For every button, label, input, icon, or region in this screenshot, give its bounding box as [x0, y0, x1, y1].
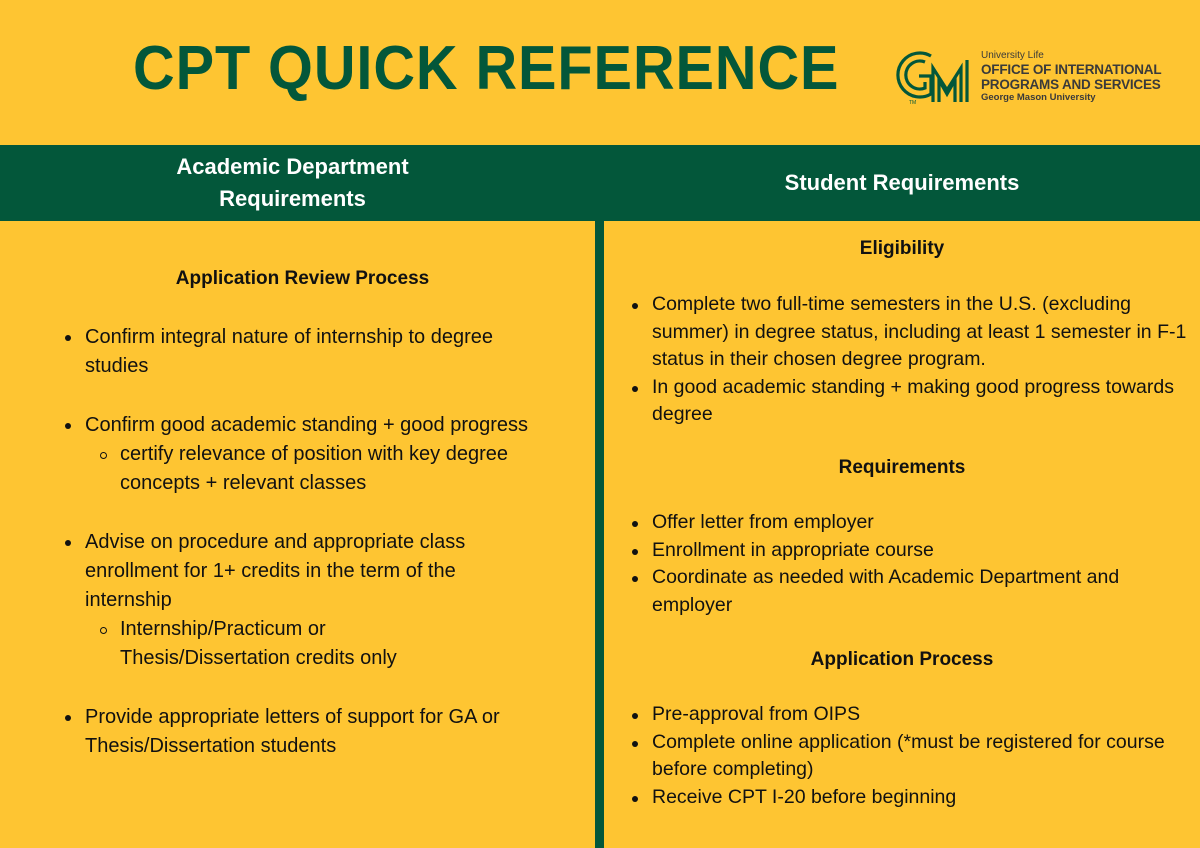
requirements-list — [652, 509, 1192, 619]
logo-subtitle: University Life — [981, 50, 1044, 61]
section-title-application-process: Application Process — [810, 649, 994, 670]
page-title: CPT QUICK REFERENCE — [133, 34, 840, 103]
list-item: Confirm good academic standing + good progress — [85, 411, 535, 440]
section-title-eligibility: Eligibility — [859, 238, 945, 259]
list-item: Complete online application (*must be registered for course before completing) — [652, 729, 1182, 784]
section-title-application-review: Application Review Process — [175, 268, 430, 289]
list-item: Advise on procedure and appropriate class enrollment for 1+ credits in the term of the internship — [85, 528, 535, 615]
column-header-band — [0, 145, 1200, 221]
list-item: Provide appropriate letters of support for GA or Thesis/Dissertation students — [85, 703, 555, 761]
list-item: Coordinate as needed with Academic Department and employer — [652, 564, 1192, 619]
logo-university: George Mason University — [981, 92, 1096, 103]
list-item: Receive CPT I-20 before beginning — [652, 784, 1182, 812]
application-process-list — [652, 701, 1182, 811]
gmu-gm-logo-icon — [895, 44, 975, 106]
section-title-requirements: Requirements — [838, 457, 966, 478]
eligibility-list — [652, 291, 1192, 429]
column-divider — [595, 221, 604, 848]
sub-list-item: certify relevance of position with key degree concepts + relevant classes — [120, 440, 520, 498]
list-item: Enrollment in appropriate course — [652, 537, 1192, 565]
oips-logo — [895, 44, 1185, 106]
application-review-list — [85, 323, 535, 761]
list-item: Confirm integral nature of internship to degree studies — [85, 323, 535, 381]
logo-office-line1: OFFICE OF INTERNATIONAL — [981, 62, 1162, 77]
list-item: Pre-approval from OIPS — [652, 701, 1182, 729]
svg-text:TM: TM — [909, 100, 917, 106]
list-item: In good academic standing + making good progress towards degree — [652, 374, 1192, 429]
sub-list-item: Internship/Practicum or Thesis/Dissertation credits only — [120, 615, 450, 673]
right-column-header: Student Requirements — [784, 170, 1020, 195]
list-item: Complete two full-time semesters in the U.S. (excluding summer) in degree status, including at least 1 semester in F-1 status in their chosen degree program. — [652, 291, 1192, 374]
list-item: Offer letter from employer — [652, 509, 1192, 537]
logo-office-line2: PROGRAMS AND SERVICES — [981, 77, 1161, 92]
left-column-header: Academic Department Requirements — [176, 154, 409, 211]
